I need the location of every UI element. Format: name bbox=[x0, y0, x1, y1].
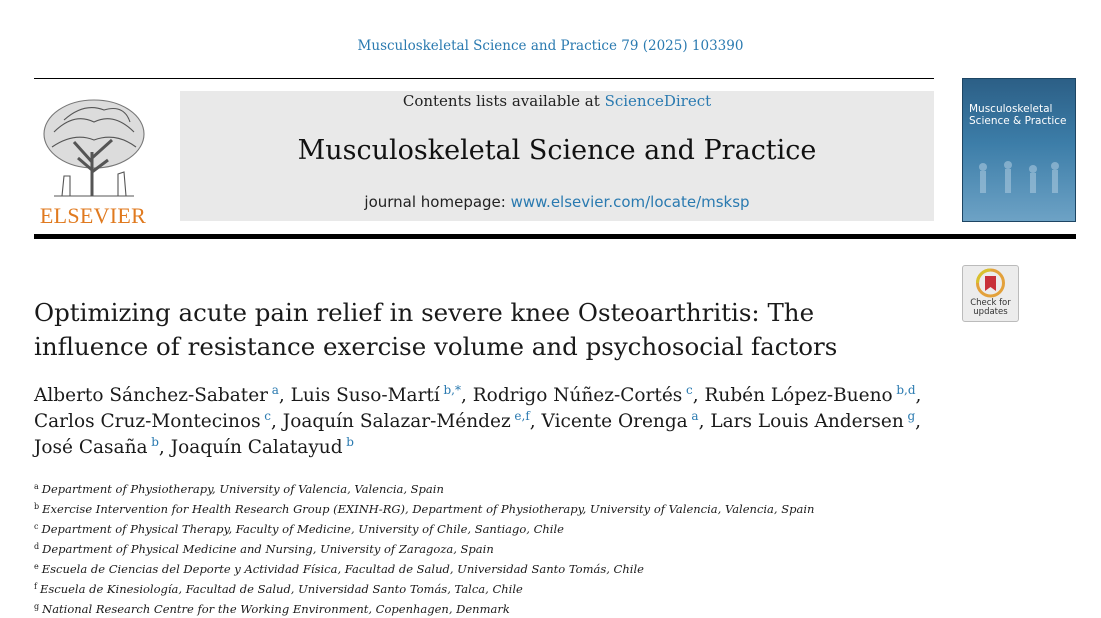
author-affiliation-mark[interactable]: b,* bbox=[443, 383, 461, 397]
author-name[interactable]: Luis Suso-Martí bbox=[290, 385, 440, 406]
author[interactable] bbox=[34, 437, 171, 458]
affiliation-item bbox=[34, 518, 934, 538]
author-name[interactable]: José Casaña bbox=[34, 437, 148, 458]
sciencedirect-link[interactable]: ScienceDirect bbox=[604, 92, 712, 110]
author-affiliation-mark[interactable]: c bbox=[685, 383, 693, 397]
author[interactable] bbox=[542, 411, 711, 432]
cover-title: Musculoskeletal Science & Practice bbox=[969, 103, 1067, 127]
homepage-link[interactable]: www.elsevier.com/locate/msksp bbox=[510, 193, 750, 211]
affiliation-key: d bbox=[34, 542, 40, 551]
affiliation-item bbox=[34, 598, 934, 618]
elsevier-logo[interactable] bbox=[34, 92, 152, 228]
author-name[interactable]: Rodrigo Núñez-Cortés bbox=[472, 385, 683, 406]
author-name[interactable]: Alberto Sánchez-Sabater bbox=[34, 385, 269, 406]
author[interactable] bbox=[291, 385, 473, 406]
author[interactable] bbox=[283, 411, 542, 432]
affiliation-key: g bbox=[34, 602, 40, 611]
author-affiliation-mark[interactable]: e,f bbox=[514, 409, 530, 423]
crossmark-icon bbox=[963, 266, 1018, 300]
author[interactable] bbox=[473, 385, 705, 406]
author-separator: , bbox=[692, 385, 705, 406]
author-name[interactable]: Vicente Orenga bbox=[541, 411, 688, 432]
author-separator: , bbox=[915, 385, 922, 406]
affiliation-text: Escuela de Ciencias del Deporte y Actividad Física, Facultad de Salud, Universidad Santo Tomás, Chile bbox=[41, 562, 644, 576]
check-updates-label: Check for updates bbox=[970, 298, 1011, 317]
elsevier-wordmark: ELSEVIER bbox=[39, 203, 147, 228]
author-separator: , bbox=[915, 411, 922, 432]
author-affiliation-mark[interactable]: b bbox=[151, 435, 159, 449]
affiliation-key: f bbox=[34, 582, 37, 591]
homepage-line bbox=[180, 193, 934, 211]
check-for-updates-button[interactable] bbox=[962, 265, 1019, 322]
affiliation-text: Exercise Intervention for Health Research Group (EXINH-RG), Department of Physiotherapy, University of Valencia, Valencia, Spain bbox=[42, 502, 815, 516]
affiliation-key: a bbox=[34, 482, 39, 491]
cover-figures-icon bbox=[963, 157, 1075, 217]
author[interactable] bbox=[710, 411, 921, 432]
author-affiliation-mark[interactable]: c bbox=[264, 409, 272, 423]
elsevier-tree-icon bbox=[34, 92, 152, 200]
affiliation-list bbox=[34, 478, 934, 618]
affiliation-key: e bbox=[34, 562, 39, 571]
author[interactable] bbox=[171, 437, 354, 458]
affiliation-text: Department of Physical Medicine and Nursing, University of Zaragoza, Spain bbox=[42, 542, 494, 556]
author-name[interactable]: Joaquín Salazar-Méndez bbox=[282, 411, 511, 432]
affiliation-item bbox=[34, 498, 934, 518]
affiliation-text: National Research Centre for the Working Environment, Copenhagen, Denmark bbox=[42, 602, 510, 616]
author-name[interactable]: Carlos Cruz-Montecinos bbox=[34, 411, 261, 432]
affiliation-key: b bbox=[34, 502, 40, 511]
author-affiliation-mark[interactable]: a bbox=[691, 409, 699, 423]
affiliation-text: Escuela de Kinesiología, Facultad de Salud, Universidad Santo Tomás, Talca, Chile bbox=[39, 582, 523, 596]
author-affiliation-mark[interactable]: b bbox=[346, 435, 354, 449]
affiliation-item bbox=[34, 558, 934, 578]
contents-line bbox=[180, 92, 934, 110]
journal-citation[interactable]: Musculoskeletal Science and Practice 79 (2025) 103390 bbox=[357, 38, 744, 54]
affiliation-item bbox=[34, 538, 934, 558]
author[interactable] bbox=[34, 385, 291, 406]
author-affiliation-mark[interactable]: a bbox=[271, 383, 279, 397]
homepage-prefix: journal homepage: bbox=[364, 193, 506, 211]
author-affiliation-mark[interactable]: g bbox=[907, 409, 916, 423]
author-name[interactable]: Rubén López-Bueno bbox=[704, 385, 893, 406]
contents-prefix: Contents lists available at bbox=[402, 92, 600, 110]
article-title: Optimizing acute pain relief in severe knee Osteoarthritis: The influence of resistance exercise volume and psychosocial factors bbox=[34, 298, 838, 361]
affiliation-item bbox=[34, 478, 934, 498]
author-separator: , bbox=[529, 411, 542, 432]
author[interactable] bbox=[704, 385, 921, 406]
author-separator: , bbox=[698, 411, 711, 432]
author-list bbox=[34, 383, 954, 461]
header-divider bbox=[34, 78, 934, 79]
affiliation-text: Department of Physical Therapy, Faculty of Medicine, University of Chile, Santiago, Chile bbox=[41, 522, 564, 536]
journal-cover-image[interactable] bbox=[962, 78, 1076, 222]
author-separator: , bbox=[158, 437, 171, 458]
author-separator: , bbox=[278, 385, 291, 406]
author-separator: , bbox=[460, 385, 473, 406]
journal-title: Musculoskeletal Science and Practice bbox=[297, 135, 817, 166]
affiliation-text: Department of Physiotherapy, University of Valencia, Valencia, Spain bbox=[41, 482, 444, 496]
author-separator: , bbox=[271, 411, 283, 432]
header-thick-divider bbox=[34, 234, 1076, 239]
author[interactable] bbox=[34, 411, 283, 432]
author-name[interactable]: Lars Louis Andersen bbox=[710, 411, 904, 432]
affiliation-item bbox=[34, 578, 934, 598]
author-name[interactable]: Joaquín Calatayud bbox=[170, 437, 343, 458]
author-affiliation-mark[interactable]: b,d bbox=[896, 383, 916, 397]
affiliation-key: c bbox=[34, 522, 39, 531]
journal-banner bbox=[180, 91, 934, 221]
